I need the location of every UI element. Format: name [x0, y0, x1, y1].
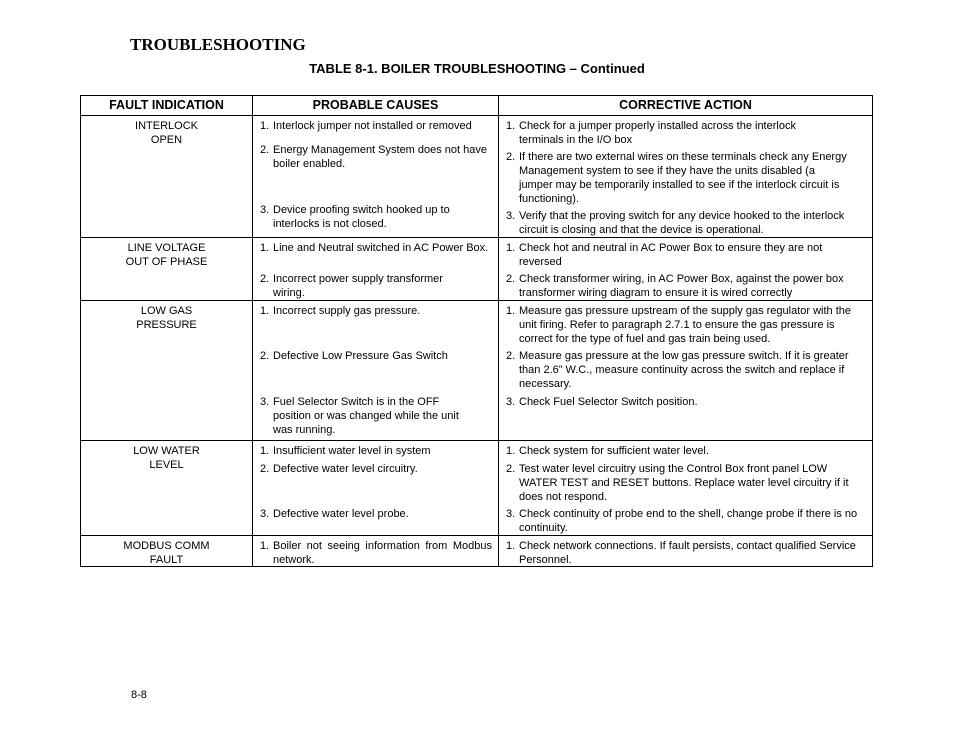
action-item: 3. Check continuity of probe end to the shell, change probe if there is no continuity. [506, 508, 858, 534]
action-item: 2. Test water level circuitry using the Control Box front panel LOW WATER TEST and RESET buttons. Replace water level circuitry if it does not respond. [506, 463, 849, 503]
cause-item: 2. Defective Low Pressure Gas Switch [260, 350, 448, 362]
fault-line: PRESSURE [136, 319, 197, 331]
table-row-low-water-causes [253, 441, 499, 536]
fault-line: OPEN [150, 134, 183, 146]
fault-line: MODBUS COMM [123, 540, 210, 552]
column-header-causes: PROBABLE CAUSES [253, 96, 499, 116]
cause-item: 1. Interlock jumper not installed or removed [260, 120, 472, 132]
fault-line: LEVEL [149, 459, 184, 471]
section-heading: TROUBLESHOOTING [130, 35, 306, 54]
table-row-line-voltage-actions [499, 238, 873, 301]
table-row-modbus-causes [253, 536, 499, 567]
table-row-low-water-actions [499, 441, 873, 536]
table-row-interlock-fault [81, 116, 253, 238]
table-row-modbus-actions [499, 536, 873, 567]
action-item: 1. Measure gas pressure upstream of the supply gas regulator with the unit firing. Refer to paragraph 2.7.1 to ensure the gas pressure is correct for the type of fuel and gas train being used. [506, 305, 852, 345]
cause-item: 3. Defective water level probe. [260, 508, 409, 520]
action-item: 2. Measure gas pressure at the low gas pressure switch. If it is greater than 2.6” W.C., measure continuity across the switch and replace if necessary. [506, 350, 849, 390]
table-row-interlock-causes [253, 116, 499, 238]
cause-item: 2. Defective water level circuitry. [260, 463, 418, 475]
fault-line: INTERLOCK [135, 120, 198, 132]
action-item: 2. If there are two external wires on these terminals check any Energy Management system to see if they have the units disabled (a jumper may be temporarily installed to see if the interlock circuit is functioning). [506, 151, 847, 205]
cause-item: 3. Device proofing switch hooked up to interlocks is not closed. [260, 204, 450, 230]
table-row-modbus-fault [81, 536, 253, 567]
cause-item: 1. Incorrect supply gas pressure. [260, 305, 421, 317]
table-row-line-voltage-causes [253, 238, 499, 301]
cause-item: 1. Boiler not seeing information from Modbus network. [260, 540, 492, 566]
table-row-interlock-actions [499, 116, 873, 238]
cause-item: 2. Incorrect power supply transformer wiring. [260, 273, 443, 299]
table-row-low-gas-fault [81, 301, 253, 441]
fault-line: LOW WATER [133, 445, 200, 457]
table-row-line-voltage-fault [81, 238, 253, 301]
action-item: 1. Check hot and neutral in AC Power Box to ensure they are not reversed [506, 242, 823, 268]
table-row-low-gas-actions [499, 301, 873, 441]
troubleshooting-table [80, 95, 873, 567]
cause-item: 1. Line and Neutral switched in AC Power Box. [260, 242, 489, 254]
fault-line: FAULT [149, 554, 184, 566]
table-title: TABLE 8-1. BOILER TROUBLESHOOTING – Continued [309, 61, 645, 76]
action-item: 1. Check network connections. If fault persists, contact qualified Service Personnel. [506, 540, 856, 566]
fault-line: LINE VOLTAGE [127, 242, 206, 254]
column-header-action: CORRECTIVE ACTION [499, 96, 873, 116]
action-item: 1. Check for a jumper properly installed across the interlock terminals in the I/O box [506, 120, 796, 146]
table-row-low-gas-causes [253, 301, 499, 441]
fault-line: OUT OF PHASE [125, 256, 208, 268]
action-item: 1. Check system for sufficient water level. [506, 445, 709, 457]
cause-item: 2. Energy Management System does not have boiler enabled. [260, 144, 488, 170]
action-item: 2. Check transformer wiring, in AC Power Box, against the power box transformer wiring diagram to ensure it is wired correctly [506, 273, 844, 299]
fault-line: LOW GAS [140, 305, 193, 317]
action-item: 3. Check Fuel Selector Switch position. [506, 396, 698, 408]
column-header-fault: FAULT INDICATION [81, 96, 253, 116]
page-number: 8-8 [131, 689, 147, 701]
cause-item: 1. Insufficient water level in system [260, 445, 431, 457]
table-row-low-water-fault [81, 441, 253, 536]
action-item: 3. Verify that the proving switch for any device hooked to the interlock circuit is closing and that the device is operational. [506, 210, 845, 236]
cause-item: 3. Fuel Selector Switch is in the OFF position or was changed while the unit was running. [260, 396, 459, 436]
